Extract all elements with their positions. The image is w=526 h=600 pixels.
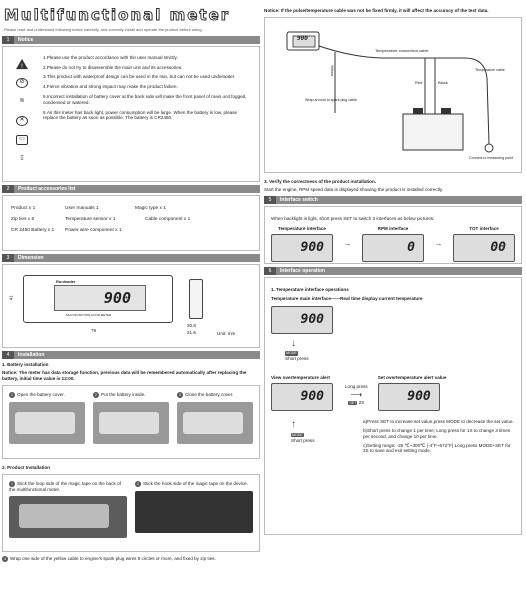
dimension-box: [2, 264, 260, 348]
right-column: [264, 0, 522, 535]
step-photo: [135, 491, 253, 533]
no-impact-icon: ✕: [16, 116, 28, 126]
notice-item: 3.This product with waterproof design can be used in the rain, but can not be used underwater.: [43, 74, 236, 80]
op-title: 1. Temperature interface operations: [271, 287, 349, 293]
section-accessories-header: [2, 185, 260, 193]
accessory-item: Zip ties x 6: [11, 216, 35, 222]
section-label: Interface switch: [280, 197, 318, 204]
section-label: Notice: [18, 36, 34, 43]
interface-switch-box: [264, 206, 522, 264]
instruction-item: a)Press SET to increase set value,press MODE to decrease the set value.: [363, 419, 514, 425]
accessory-item: Product x 1: [11, 205, 36, 211]
accessory-item: Temperature sensor x 1: [65, 216, 116, 222]
step-photo: [177, 402, 253, 444]
page-title: Multifunctional meter: [4, 6, 231, 24]
product-step: 1 Stick the loop side of the magic tape on the back of the multifunctional meter.: [9, 481, 127, 545]
notice-item: 5.Incorrect installation of battery cover at the back side will make the front panel of main unit fogged, condensed or watered.: [43, 94, 247, 105]
water-icon: ≋: [19, 98, 25, 104]
no-disassemble-icon: ⊘: [16, 78, 28, 88]
arrow-right-icon: →: [343, 238, 352, 248]
verify-text: Start the engine, RPM speed data is displayed showing the product is installed correctly.: [264, 187, 444, 193]
battery-cover-icon: ▭: [16, 135, 28, 145]
interfaces-row: [271, 226, 515, 262]
long-press: Long press ⟶ SET 2S: [345, 383, 368, 405]
meter-lcd: [54, 285, 146, 311]
battery-step: 1 Open the battery cover.: [9, 392, 85, 452]
op-main: Temperature main interface——Real time display current temperature: [271, 295, 423, 301]
diagram-yellow: Yellow: [330, 64, 336, 76]
interface-label: TOT interface: [469, 225, 499, 231]
accessory-item: Power wire component x 1: [65, 227, 122, 233]
op-lcd-main: [271, 306, 333, 334]
product-steps-box: [2, 474, 260, 552]
meter-side-drawing: [189, 279, 203, 319]
accessories-row: [11, 206, 251, 212]
notice-item: 2.Please do not try to disassemble the main unit and its accessories.: [43, 64, 183, 70]
step-photo: [9, 402, 85, 444]
section-operation-header: [264, 267, 522, 275]
section-number: 1: [2, 36, 14, 44]
arrow-right-icon: ⟶: [350, 389, 363, 399]
interface-label: Temperature interface: [278, 225, 326, 231]
section-installation-header: [2, 351, 260, 359]
battery-notice: Notice: The meter has data storage function, previous data will be remembered automatically after replacing the battery, initial time value is 12:00.: [2, 370, 247, 382]
section-number: 6: [264, 267, 276, 275]
lcd-value: 900: [407, 389, 431, 405]
section-label: Installation: [18, 351, 45, 358]
operation-box: [264, 277, 522, 535]
lcd-value: 0: [407, 239, 415, 255]
diagram-yellow-note: Wrap around to spark plug cable: [305, 97, 357, 102]
notice-item: 4.Fierce vibration and strong impact may make the product failure.: [43, 84, 178, 90]
accessory-item: CR 2450 Battery x 1: [11, 227, 55, 233]
wiring-diagram: [264, 17, 522, 173]
interface-lcd: [453, 234, 515, 262]
step-text: Open the battery cover.: [17, 391, 65, 397]
interface-label: RPM interface: [377, 225, 409, 231]
dimension-depth2: 21.6: [187, 329, 196, 335]
alert-row: [271, 372, 515, 412]
diagram-lcd-value: 900: [297, 34, 308, 42]
instruction-item: b)Short press to change 1 per time; Long press for 1S to change 3 times per second, and change 10 per time.: [363, 428, 511, 439]
dimension-width: 79: [91, 327, 97, 333]
interface-lcd: [362, 234, 424, 262]
section-notice-header: [2, 36, 260, 44]
instructions-list: [363, 419, 515, 454]
notice-list: [35, 55, 253, 177]
instructions-row: [271, 419, 515, 454]
arrow-right-icon: →: [434, 238, 443, 248]
section-number: 5: [264, 196, 276, 204]
accessory-item: User manuals 1: [65, 205, 99, 211]
section-number: 2: [2, 185, 14, 193]
svg-text:!: !: [20, 62, 24, 70]
section-number: 3: [2, 254, 14, 262]
notice-box: [2, 46, 260, 182]
diagram-measuring: Connect to measuring point: [469, 155, 513, 160]
section-label: Dimension: [18, 254, 44, 261]
short-press-label: MODE Short press: [285, 351, 309, 361]
interface-temperature: [271, 226, 333, 262]
instruction-item: c)Setting range: -25 ℃~300℃ (-4°F~572°F).Long press MODE+SET for 2S to save and exit setting mode.: [363, 442, 511, 454]
step-text: Stick the hook side of the magic tape on the device.: [143, 480, 248, 486]
accessories-row: [11, 228, 251, 234]
meter-brand: Runleader: [56, 278, 76, 284]
dimension-height: 41: [8, 295, 14, 301]
diagram-cable-label: Temperature connection cable: [375, 47, 429, 53]
interface-tot: [453, 226, 515, 262]
notice-icons: [9, 55, 35, 177]
meter-subline: MULTIFUNCTION HOUR METER: [66, 312, 112, 317]
arrow-down-icon: ↓: [291, 337, 296, 349]
section-label: Interface operation: [280, 268, 326, 275]
view-alert: View overtemperature alert 900: [271, 372, 335, 412]
install-step3: 3 Wrap one side of the yellow cable to engine's spark plug wires 5 circles or more, and fixed by zip ties.: [3, 555, 216, 561]
warning-icon: [16, 59, 28, 69]
cable-notice: Notice: If the pulse/temperature cable was not be fixed firmly, it will affect the accuracy of the test data.: [264, 8, 489, 13]
diagram-black: Black: [438, 79, 448, 85]
page-subtitle: Please read and understand following notice carefully, and correctly install and operate the product before using.: [4, 26, 203, 32]
lcd-value: 900: [300, 311, 324, 327]
section-number: 4: [2, 351, 14, 359]
step-photo: [93, 402, 169, 444]
step-photo: [9, 496, 127, 538]
battery-install-title: 1. Battery installation: [2, 361, 49, 367]
section-dimension-header: [2, 254, 260, 262]
set-alert: Set overtemperature alert value 900: [378, 372, 448, 412]
product-install-title: 2. Product Installation: [2, 464, 50, 470]
section-label: Product accessories list: [18, 185, 76, 192]
dimension-unit: Unit: mm: [217, 330, 236, 336]
product-step: 2 Stick the hook side of the magic tape on the device.: [135, 481, 253, 545]
battery-step: 3 Close the battery cover.: [177, 392, 253, 452]
op-lcd-set: [378, 383, 440, 411]
lcd-value: 900: [300, 389, 324, 405]
lcd-value: 900: [300, 239, 324, 255]
op-lcd-view: [271, 383, 333, 411]
battery-steps-box: [2, 385, 260, 459]
dimension-depth1: 20.8: [187, 322, 196, 328]
accessories-box: [2, 195, 260, 251]
interface-lcd: [271, 234, 333, 262]
battery-icon: ▯: [20, 155, 24, 161]
interface-rpm: [362, 226, 424, 262]
lcd-value: 900: [103, 288, 131, 307]
step-text: Close the battery cover.: [185, 391, 234, 397]
diagram-red: Red: [415, 79, 423, 85]
step-text: Stick the loop side of the magic tape on the back of the multifunctional meter.: [9, 480, 121, 492]
section-switch-header: [264, 196, 522, 204]
switch-text: When backlight is light, short press SET to switch 3 interfaces as below pictures:: [271, 216, 435, 222]
step-text: Put the battery inside.: [101, 391, 146, 397]
accessories-row: [11, 217, 251, 223]
verify-title: 3. Verify the correctness of the product installation.: [264, 178, 377, 184]
left-column: [2, 0, 260, 565]
notice-item: 6.As this meter has back light, power consumption will be large. When the battery is low, please replace the battery as soon as possible. The battery is CR2450.: [43, 109, 238, 121]
arrow-up-icon: ↑: [291, 419, 296, 431]
diagram-temp-cable: Temperature cable: [475, 67, 505, 72]
accessory-item: Cable component x 1: [145, 216, 191, 222]
notice-item: 1.Please use the product accordance with the user manual strictly.: [43, 54, 178, 60]
short-press-back: ↑ MODE Short press: [271, 419, 363, 454]
meter-front-drawing: [23, 275, 173, 323]
lcd-value: 00: [490, 239, 506, 255]
battery-step: 2 Put the battery inside.: [93, 392, 169, 452]
accessory-item: Magic type x 1: [135, 205, 166, 211]
